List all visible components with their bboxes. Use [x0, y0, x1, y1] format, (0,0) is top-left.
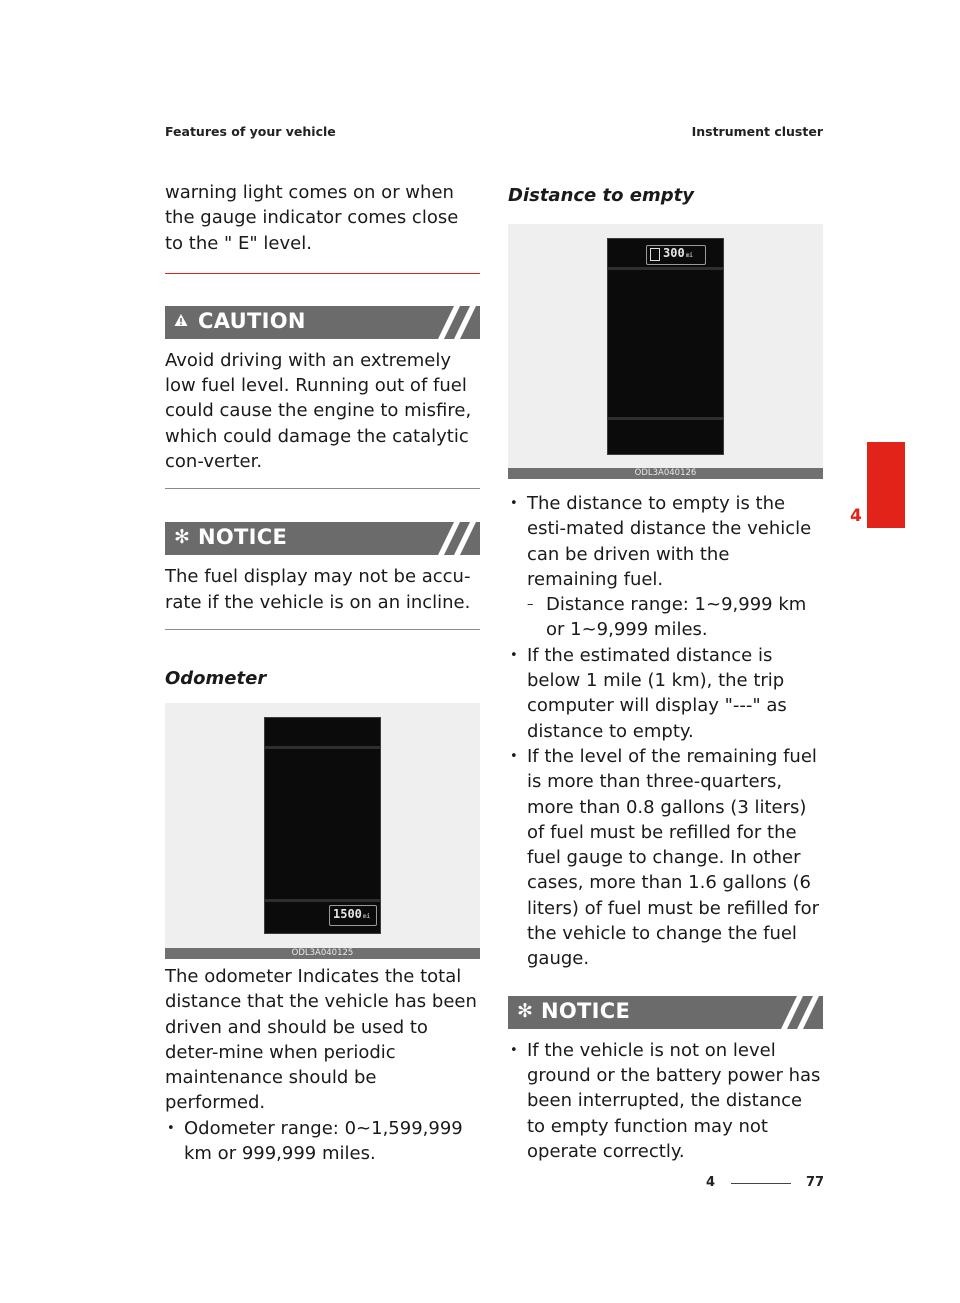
notice-title: NOTICE — [198, 525, 288, 550]
odometer-figure — [165, 703, 480, 959]
running-header-section: Features of your vehicle — [165, 124, 336, 139]
odometer-readout — [333, 907, 370, 921]
left-column — [165, 180, 480, 1166]
warning-triangle-icon — [174, 312, 188, 332]
asterisk-icon: ✻ — [517, 999, 533, 1022]
distance-to-empty-figure-caption: ODL3A040126 — [508, 468, 823, 479]
banner-slash-decoration — [430, 306, 480, 339]
notice-banner — [165, 522, 480, 555]
right-column — [508, 185, 823, 1164]
chapter-tab — [867, 442, 905, 528]
notice-bullet-list — [508, 1038, 823, 1164]
dte-readout-value: 300 — [663, 246, 685, 260]
list-item: • If the estimated distance is below 1 mile (1 km), the trip computer will display "---" as distance to empty. — [508, 643, 823, 744]
display-divider-line — [608, 417, 723, 420]
display-divider-line — [265, 899, 380, 902]
odometer-title: Odometer — [165, 667, 267, 689]
notice-body: The fuel display may not be accu-rate if the vehicle is on an incline. — [165, 566, 471, 613]
caution-body: Avoid driving with an extremely low fuel level. Running out of fuel could cause the engine to misfire, which could damage the catalytic con-verter. — [165, 349, 472, 473]
odometer-body: The odometer Indicates the total distance that the vehicle has been driven and should be used to deter-mine when periodic maintenance should be performed. — [165, 965, 477, 1114]
odometer-readout-value: 1500 — [333, 906, 362, 921]
odometer-figure-caption: ODL3A040125 — [165, 948, 480, 959]
list-item: • Odometer range: 0~1,599,999 km or 999,999 miles. — [165, 1116, 480, 1167]
dte-readout-unit: mi — [685, 252, 693, 259]
dte-sub-list — [527, 592, 823, 643]
list-item: • If the vehicle is not on level ground or the battery power has been interrupted, the distance to empty function may not operate correctly. — [508, 1038, 823, 1164]
cluster-display-screen — [264, 717, 381, 934]
list-item — [508, 491, 823, 643]
notice-title: NOTICE — [541, 998, 631, 1023]
fuel-gauge-continuation-text: warning light comes on or when the gauge indicator comes close to the " E" level. — [165, 182, 459, 254]
distance-to-empty-figure — [508, 224, 823, 479]
asterisk-icon: ✻ — [174, 526, 190, 549]
banner-slash-decoration — [773, 996, 823, 1029]
chapter-tab-number: 4 — [850, 506, 862, 526]
list-item: • If the level of the remaining fuel is more than three-quarters, more than 0.8 gallons (3 liters) of fuel must be refilled for the fuel gauge to change. In other cases, more than 1.6 gallons (6 liters) of fuel must be refilled for the vehicle to change the fuel gauge. — [508, 744, 823, 972]
caution-bottom-divider — [165, 488, 480, 489]
banner-slash-decoration — [430, 522, 480, 555]
footer-divider — [731, 1183, 791, 1184]
list-item: – Distance range: 1~9,999 km or 1~9,999 miles. — [527, 592, 823, 643]
footer-page-number: 77 — [806, 1175, 825, 1190]
cluster-display-screen — [607, 238, 724, 455]
distance-to-empty-title: Distance to empty — [508, 185, 694, 206]
caution-banner — [165, 306, 480, 339]
footer-chapter-number: 4 — [706, 1175, 716, 1190]
distance-to-empty-bullet-list — [508, 491, 823, 972]
notice-bottom-divider — [165, 629, 480, 630]
running-header-chapter: Instrument cluster — [691, 124, 823, 139]
fuel-pump-icon — [650, 248, 660, 261]
caution-top-divider — [165, 273, 480, 274]
display-divider-line — [608, 267, 723, 270]
dte-readout — [663, 246, 693, 260]
odometer-bullet-list — [165, 1116, 480, 1167]
caution-title: CAUTION — [198, 308, 306, 333]
dte-bullet-text: The distance to empty is the esti-mated distance the vehicle can be driven with the remaining fuel. — [527, 493, 812, 590]
odometer-readout-unit: mi — [362, 912, 371, 920]
notice-banner — [508, 996, 823, 1029]
display-divider-line — [265, 746, 380, 749]
